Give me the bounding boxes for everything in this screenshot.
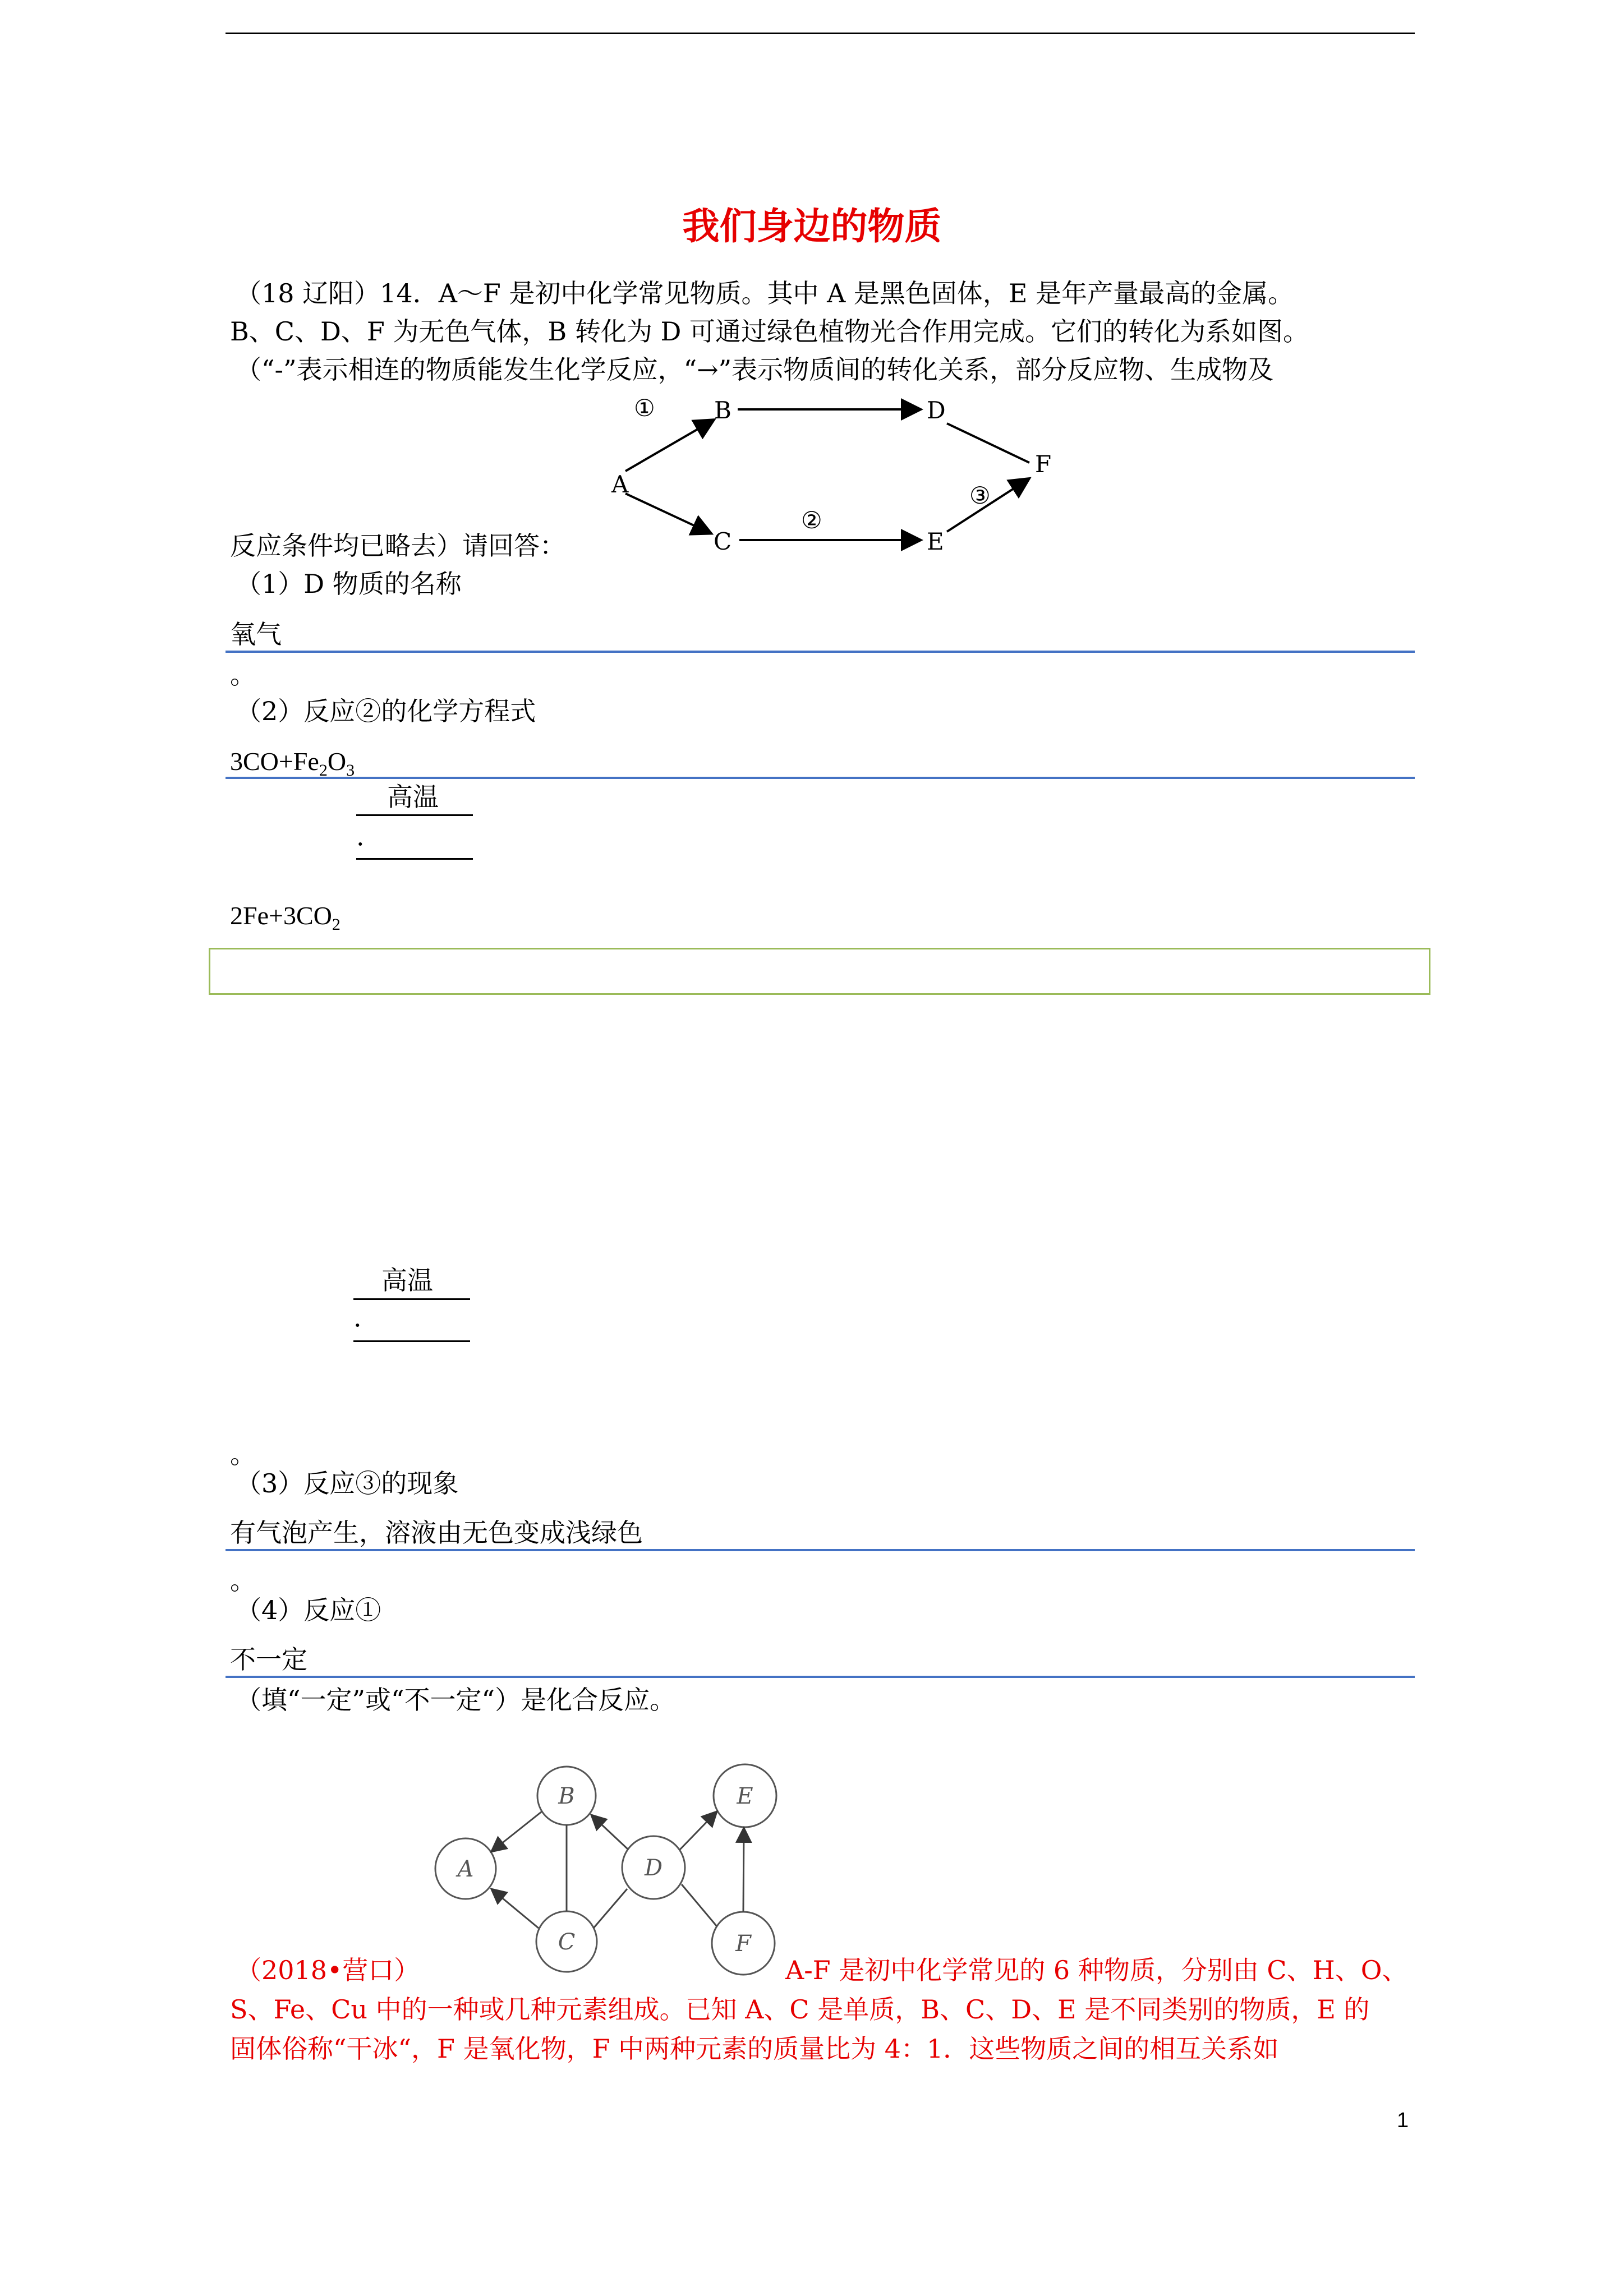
q1-intro-line-2: B、C、D、F 为无色气体，B 转化为 D 可通过绿色植物光合作用完成。它们的转化为系如图。	[230, 316, 1309, 347]
node-c: C	[714, 528, 732, 555]
arrow-f-to-e	[743, 1829, 744, 1912]
q1-sub1-answer: 氧气	[230, 619, 282, 649]
node-d: D	[927, 397, 946, 424]
q1-sub3-answer-rule	[226, 1549, 1415, 1551]
q1-sub4-answer-rule	[226, 1676, 1415, 1678]
q2-relation-diagram	[426, 1750, 808, 1985]
node-label-c: C	[558, 1929, 576, 1955]
condition-rule-1b	[356, 858, 473, 860]
page-title: 我们身边的物质	[682, 204, 942, 248]
node-label-e: E	[737, 1783, 753, 1809]
header-rule	[226, 33, 1415, 34]
q1-intro-line-4: 反应条件均已略去）请回答：	[230, 531, 565, 561]
label-reaction-2: ②	[801, 506, 822, 534]
line-c-d	[594, 1889, 627, 1928]
node-f: F	[1035, 450, 1052, 478]
q1-sub1-period: 。	[230, 660, 256, 690]
line-d-f	[682, 1884, 717, 1926]
node-label-b: B	[558, 1783, 575, 1809]
label-reaction-1: ①	[634, 394, 655, 422]
label-reaction-3: ③	[969, 482, 991, 509]
q1-sub4-tail: （填“一定”或“不一定“）是化合反应。	[236, 1685, 676, 1715]
eq-right-sub: 2	[332, 915, 341, 934]
condition-dot-2: ·	[353, 1310, 362, 1340]
line-d-to-f	[947, 423, 1029, 463]
condition-label-1: 高温	[387, 782, 439, 812]
condition-rule-2b	[353, 1340, 470, 1342]
q1-sub3-question: （3）反应③的现象	[236, 1468, 459, 1499]
eq-left-oxygen: O	[327, 747, 347, 776]
arrow-a-to-b	[625, 421, 712, 471]
condition-rule-2a	[353, 1298, 470, 1300]
q2-source: （2018•营口）	[236, 1955, 420, 1985]
condition-label-2: 高温	[381, 1265, 433, 1295]
q1-sub2-period: 。	[230, 1439, 256, 1469]
arrow-c-to-a	[493, 1890, 539, 1928]
q1-sub2-equation-right	[230, 901, 341, 934]
q1-reaction-diagram	[595, 381, 1077, 572]
q2-line-2: S、Fe、Cu 中的一种或几种元素组成。已知 A、C 是单质，B、C、D、E 是不同类别的物质，E 的	[230, 1994, 1370, 2025]
q1-sub3-answer: 有气泡产生，溶液由无色变成浅绿色	[230, 1518, 643, 1548]
q1-intro-line-1: （18 辽阳）14．A～F 是初中化学常见物质。其中 A 是黑色固体，E 是年产量最高的金属。	[236, 278, 1294, 308]
node-label-f: F	[735, 1931, 751, 1957]
condition-rule-1a	[356, 814, 473, 816]
q1-intro-line-3: （“-”表示相连的物质能发生化学反应，“→”表示物质间的转化关系，部分反应物、生成物及	[236, 354, 1274, 385]
q1-sub1-question: （1）D 物质的名称	[236, 569, 462, 599]
q1-sub2-question: （2）反应②的化学方程式	[236, 696, 536, 726]
arrow-b-to-a	[493, 1811, 542, 1851]
eq-left-sub-1: 2	[319, 761, 328, 780]
arrow-a-to-c	[625, 494, 710, 533]
q1-sub2-answer-rule	[226, 777, 1415, 779]
node-b: B	[714, 397, 732, 424]
highlight-box	[209, 948, 1430, 995]
eq-left-sub-2: 3	[346, 761, 355, 780]
node-label-d: D	[644, 1855, 663, 1881]
eq-right-text: 2Fe+3CO	[230, 901, 332, 930]
arrow-d-to-e	[680, 1813, 716, 1850]
q1-sub2-equation-left	[230, 747, 355, 780]
q1-sub3-period: 。	[230, 1565, 256, 1596]
eq-left-text: 3CO+Fe	[230, 747, 319, 776]
q2-line-3: 固体俗称“干冰“，F 是氧化物，F 中两种元素的质量比为 4：1．这些物质之间的相互关系如	[230, 2034, 1279, 2064]
q1-sub4-answer: 不一定	[230, 1644, 307, 1675]
arrow-d-to-b	[592, 1816, 628, 1850]
q1-sub4-question: （4）反应①	[236, 1595, 381, 1625]
node-a: A	[611, 471, 629, 498]
q2-line-1: A-F 是初中化学常见的 6 种物质，分别由 C、H、O、	[785, 1955, 1408, 1985]
q1-sub1-answer-rule	[226, 651, 1415, 653]
node-label-a: A	[457, 1856, 474, 1882]
condition-dot-1: ·	[356, 829, 365, 859]
page-number: 1	[1397, 2109, 1409, 2132]
node-e: E	[927, 528, 944, 555]
